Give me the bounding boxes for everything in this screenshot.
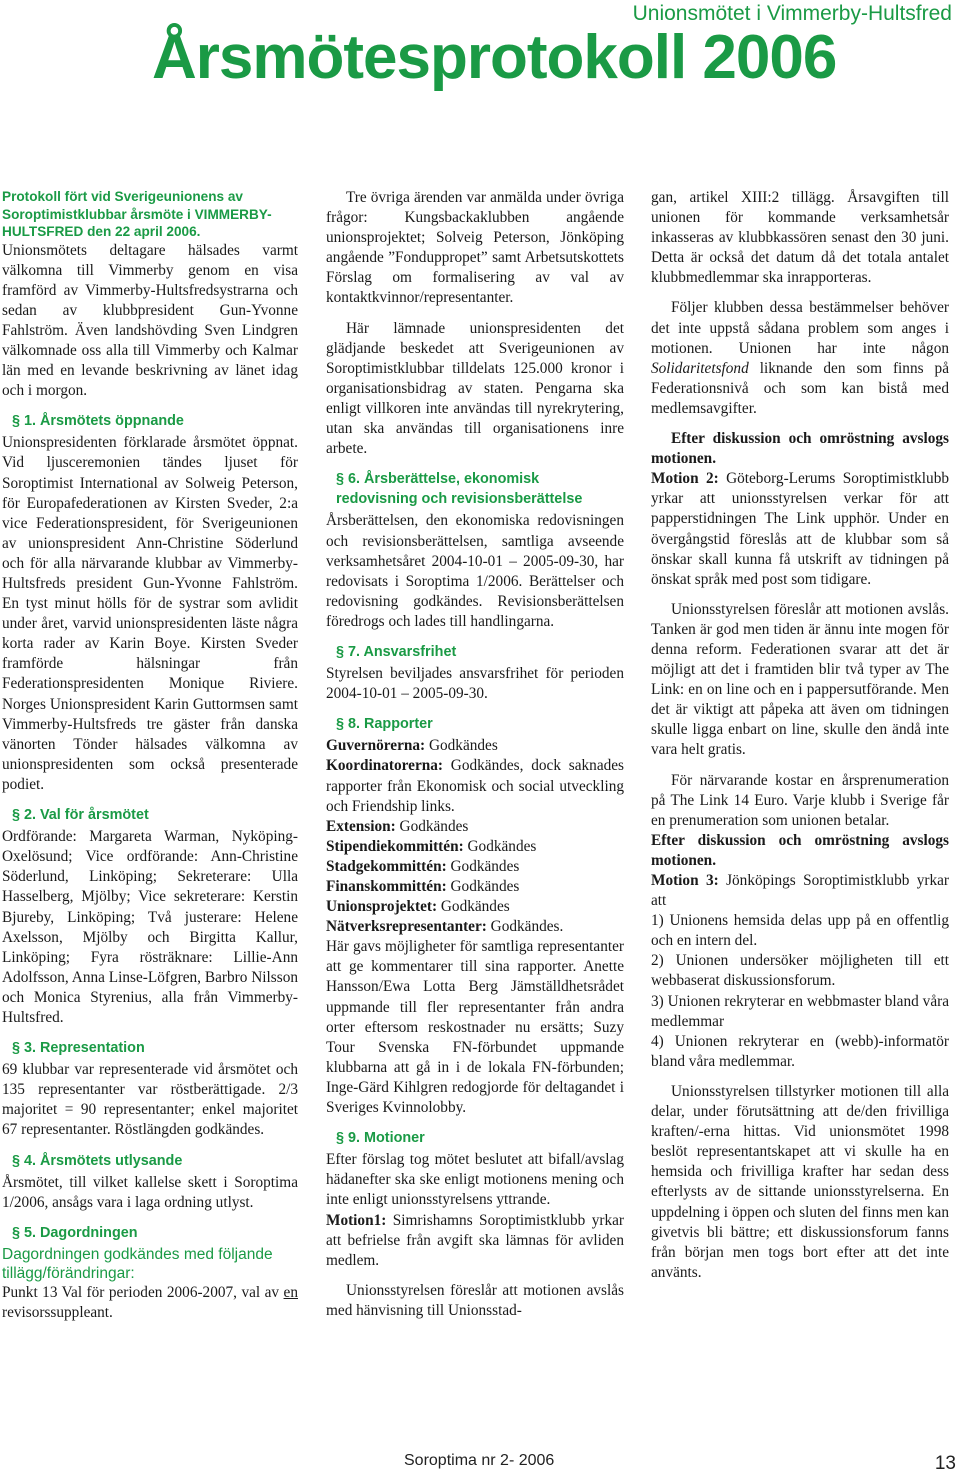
header-subtitle: Unionsmötet i Vimmerby-Hultsfred: [632, 2, 952, 25]
report-line: Extension: Godkändes: [326, 817, 469, 835]
paragraph: Årsberättelsen, den ekonomiska redovisningen och revisionsberättelsen, samtliga avseende verksamhetsåret 2004-10-01 – 2005-09-30, har redovisats i Soroptima 1/2006. Berättelser och redovisning godkändes. Revisionsberättelsen föredrogs och lades till handlingarna.: [326, 512, 624, 630]
paragraph: Här gavs möjligheter för samtliga representanter att ge kommentarer till sina rapporter. Anette Hansson/Ewa Lotta Berg Jämställdhetsrådet uppmande till fler representanter från andra orter eftersom reskostnader nu ersätts; Suzy Tour Svenska FN-förbundet uppmande klubbarna att gå in i de lokala FN-förbunden; Inge-Gärd Kihlgren redogjorde för deltagandet i Sveriges Kvinnolobby.: [326, 938, 624, 1117]
motion-2: Motion 2: Göteborg-Lerums Soroptimistklubb yrkar att unionsstyrelsen verkar för att papperstidningen The Link upphör. Under en övergångstid föreslås att de klubbar som så önskar skall kunna få utskrift av tidningen på önskat språk med post som tidigare.: [651, 470, 949, 588]
paragraph: Årsmötet, till vilket kallelse skett i Soroptima 1/2006, ansågs vara i laga ordning utlyst.: [2, 1173, 298, 1211]
paragraph: Unionsmötets deltagare hälsades varmt välkomna till Vimmerby genom en visa framförd av Vimmerby-Hultsfredsystrarna och sedan av klubbpresident Gun-Yvonne Fahlström. Även landshövding Sven Lindgren välkomnade oss alla till Vimmerby och Kalmar län med en levande beskrivning av länet idag och i morgon.: [2, 241, 298, 400]
section-heading-9: § 9. Motioner: [336, 1130, 425, 1147]
intro-text: Protokoll fört vid Sverigeunionens av Soroptimistklubbar årsmöte i VIMMERBY-HULTSFRED den 22 april 2006.: [2, 189, 272, 239]
footer-magazine: Soroptima nr 2- 2006: [404, 1452, 555, 1469]
paragraph: Styrelsen beviljades ansvarsfrihet för perioden 2004-10-01 – 2005-09-30.: [326, 665, 624, 703]
section-heading-2: § 2. Val för årsmötet: [12, 807, 149, 824]
decision: Efter diskussion och omröstning avslogs motionen.: [651, 831, 949, 869]
paragraph: Tre övriga ärenden var anmälda under övriga frågor: Kungsbackaklubben angående unionsprojektet; Solveig Peterson, Jönköping angående ”Fonduppropet” samt Arbetsutskottets Förslag om formalisering av val av kontaktkvinnor/representanter.: [326, 189, 624, 307]
section-heading-8: § 8. Rapporter: [336, 716, 433, 733]
paragraph: Unionsstyrelsen föreslår att motionen avslås. Tanken är god men tiden är ännu inte mogen för denna reform. Federationen svarar att det är möjligt att det i framtiden blir två typer av The Link: en on line och en i pappersutförande. Men det är viktigt att påpeka att även om tidningen skulle ligga enbart on line, skulle den ändå inte vara helt gratis.: [651, 600, 949, 759]
paragraph: Ordförande: Margareta Warman, Nyköping-Oxelösund; Vice ordförande: Ann-Christine Söderlund, Linköping; Sekreterare: Ulla Hasselberg, Mjölby; Vice sekreterare: Kerstin Bjureby, Linköping; Två justerare: Helene Axelsson, Mjölby och Birgitta Kallur, Linköping; Fyra rösträknare: Lillie-Ann Adolfsson, Anna Linse-Löfgren, Barbro Nilsson och Monica Styrenius, alla från Vimmerby-Hultsfred.: [2, 828, 298, 1026]
list-item: 1) Unionens hemsida delas upp på en offentlig och en intern del.: [651, 912, 949, 950]
report-line: Stipendiekommittén: Godkändes: [326, 837, 537, 855]
report-line: Koordinatorerna: Godkändes, dock saknades rapporter från Ekonomisk och social utveckling och Friendship links.: [326, 757, 624, 815]
paragraph: Unionsstyrelsen föreslår att motionen avslås med hänvisning till Unionsstad-: [326, 1281, 624, 1319]
paragraph: gan, artikel XIII:2 tillägg. Årsavgiften till unionen för kommande verksamhetsår inkasseras av klubbkassören senast den 30 juni. Detta är också det datum då det totala antalet klubbmedlemmar ska inrapporteras.: [651, 189, 949, 287]
motion-1: Motion1: Simrishamns Soroptimistklubb yrkar att befrielse från avgift ska lämnas för avliden medlem.: [326, 1211, 624, 1269]
list-item: 2) Unionen undersöker möjligheten till ett webbaserat diskussionsforum.: [651, 952, 949, 990]
paragraph: 69 klubbar var representerade vid årsmötet och 135 representanter var röstberättigade. 2/3 majoritet = 90 representanter; enkel majoritet 67 representanter. Röstlängden godkändes.: [2, 1061, 298, 1139]
section-heading-3: § 3. Representation: [12, 1040, 145, 1057]
section-heading-4: § 4. Årsmötets utlysande: [12, 1152, 183, 1169]
report-line: Finanskommittén: Godkändes: [326, 878, 520, 895]
agenda-subheading: Dagordningen godkändes med följande tillägg/förändringar:: [2, 1245, 273, 1282]
paragraph: Unionsstyrelsen tillstyrker motionen till alla delar, under förutsättning att de/den frivilliga kraften/-erna hittas. Vid unionsmötet 1998 beslöt representantskapet att vi skulle ha en hemsida och frivilliga krafter har sedan dess efterlysts av de sittande unionsstyrelserna. En uppdelning i öppen och sluten del finns men kan givetvis bli bättre; ett diskussionsforum fanns från början men togs bort efter att det inte använts.: [651, 1082, 949, 1281]
list-item: 3) Unionen rekryterar en webbmaster bland våra medlemmar: [651, 992, 949, 1030]
paragraph: Efter förslag tog mötet beslutet att bifall/avslag hädanefter ska ske enligt motionens mening och inte enligt unionsstyrelsens yttrande.: [326, 1151, 624, 1209]
report-line: Guvernörerna: Godkändes: [326, 737, 498, 755]
paragraph: För närvarande kostar en årsprenumeration på The Link 14 Euro. Varje klubb i Sverige får en prenumeration som unionen betalar.: [651, 771, 949, 829]
report-line: Stadgekommittén: Godkändes: [326, 857, 520, 875]
section-heading-1: § 1. Årsmötets öppnande: [12, 413, 184, 430]
column-1: [2, 188, 298, 1323]
report-line: Unionsprojektet: Godkändes: [326, 898, 510, 916]
page-title: Årsmötesprotokoll 2006: [152, 23, 837, 92]
section-heading-5: § 5. Dagordningen: [12, 1224, 138, 1241]
report-line: Nätverksrepresentanter: Godkändes.: [326, 918, 564, 936]
section-heading-7: § 7. Ansvarsfrihet: [336, 643, 457, 660]
section-heading-6: § 6. Årsberättelse, ekonomisk redovisning och revisionsberättelse: [336, 471, 583, 508]
page-number: 13: [934, 1453, 956, 1474]
column-2: [326, 188, 624, 1321]
paragraph: Här lämnade unionspresidenten det glädjande beskedet att Sverigeunionen av Soroptimistklubbar tilldelats 125.000 kronor i organisationsbidrag av staten. Pengarna ska enligt villkoren inte användas till nyrekrytering, utan ska användas till organisationens inre arbete.: [326, 319, 624, 458]
decision: Efter diskussion och omröstning avslogs motionen.: [651, 430, 949, 468]
paragraph: Punkt 13 Val för perioden 2006-2007, val av en revisorssuppleant.: [2, 1283, 298, 1321]
paragraph: Unionspresidenten förklarade årsmötet öppnat. Vid ljusceremonien tändes ljuset för Soroptimist International av Solweig Peterson, för Europafederationen av Kirsten Sveder, 2:a vice Federationspresident, för Sverigeunionen av unionspresident Ann-Christine Söderlund och för alla närvarande klubbar av Vimmerby-Hultsfreds president Gun-Yvonne Fahlström. En tyst minut hölls för de systrar som avlidit under året, varvid unionspresidenten läste några korta rader av Karin Boye. Kirsten Sveder framförde hälsningar från Federationspresidenten Monique Riviere. Norges Unionspresident Karin Guttormsen samt Vimmerby-Hultsfreds tre gäster från danska vänorten Tönder hälsades välkomna av unionspresidenten som också presenterade podiet.: [2, 434, 298, 793]
list-item: 4) Unionen rekryterar en (webb)-informatör bland våra medlemmar.: [651, 1032, 949, 1070]
paragraph: Följer klubben dessa bestämmelser behöver det inte uppstå sådana problem som anges i motionen. Unionen har inte någon Solidaritetsfond liknande den som finns på Federationsnivå och som kan bistå med medlemsavgifter.: [651, 299, 949, 417]
motion-3: Motion 3: Jönköpings Soroptimistklubb yrkar att: [651, 872, 950, 910]
column-3: [651, 188, 949, 1283]
